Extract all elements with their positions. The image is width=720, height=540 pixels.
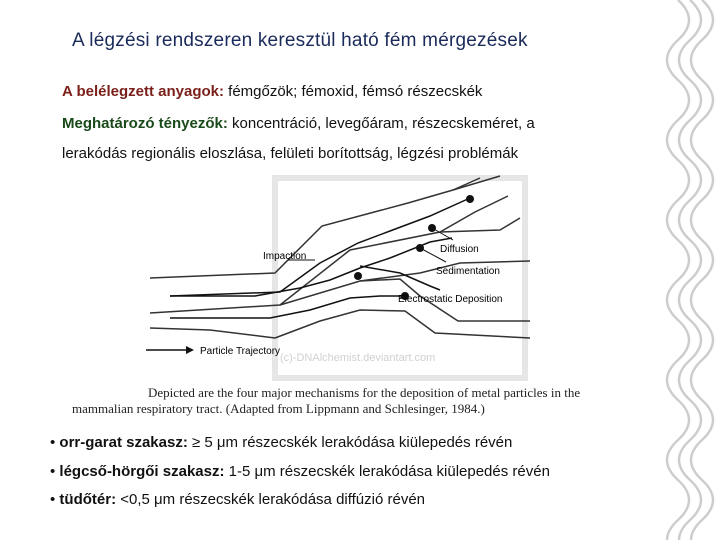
figure-caption bbox=[72, 385, 632, 417]
caption-line-1: Depicted are the four major mechanisms for the deposition of metal particles in the bbox=[148, 385, 581, 400]
factors-label: Meghatározó tényezők: bbox=[62, 115, 228, 132]
label-sedimentation: Sedimentation bbox=[436, 266, 500, 277]
bullet-label: légcső-hörgői szakasz: bbox=[59, 463, 225, 480]
decorative-wave-border bbox=[660, 0, 720, 540]
trajectory-legend-arrow bbox=[146, 346, 194, 354]
bullet-label: orr-garat szakasz: bbox=[59, 434, 188, 451]
intro-line-factors-cont: lerakódás regionális eloszlása, felületi borítottság, légzési problémák bbox=[62, 145, 519, 162]
inhaled-label: A belélegzett anyagok: bbox=[62, 83, 224, 100]
bullet-text: <0,5 μm részecskék lerakódása diffúzió révén bbox=[116, 491, 426, 508]
caption-line-2: mammalian respiratory tract. (Adapted from Lippmann and Schlesinger, 1984.) bbox=[72, 401, 485, 416]
label-electrostatic: Electrostatic Deposition bbox=[398, 294, 503, 305]
label-impaction: Impaction bbox=[263, 251, 307, 262]
bullet-nasopharyngeal: • orr-garat szakasz: ≥ 5 μm részecskék lerakódása kiülepedés révén bbox=[50, 434, 513, 451]
watermark-frame bbox=[275, 178, 525, 378]
bullet-label: tüdőtér: bbox=[59, 491, 117, 508]
inhaled-text: fémgőzök; fémoxid, fémsó részecskék bbox=[223, 83, 483, 100]
factors-text: koncentráció, levegőáram, részecskeméret, a bbox=[227, 115, 535, 132]
slide-title: A légzési rendszeren keresztül ható fém mérgezések bbox=[72, 30, 528, 51]
label-diffusion: Diffusion bbox=[440, 244, 479, 255]
bullet-tracheobronchial: • légcső-hörgői szakasz: 1-5 μm részecskék lerakódása kiülepedés révén bbox=[50, 463, 550, 480]
intro-line-inhaled bbox=[62, 83, 482, 100]
watermark-text: (c)-DNAlchemist.deviantart.com bbox=[280, 352, 436, 364]
label-trajectory: Particle Trajectory bbox=[200, 346, 281, 357]
bullet-text: ≥ 5 μm részecskék lerakódása kiülepedés révén bbox=[187, 434, 513, 451]
bullet-pulmonary: • tüdőtér: <0,5 μm részecskék lerakódása diffúzió révén bbox=[50, 491, 426, 508]
intro-line-factors bbox=[62, 115, 535, 132]
bullet-text: 1-5 μm részecskék lerakódása kiülepedés révén bbox=[224, 463, 550, 480]
